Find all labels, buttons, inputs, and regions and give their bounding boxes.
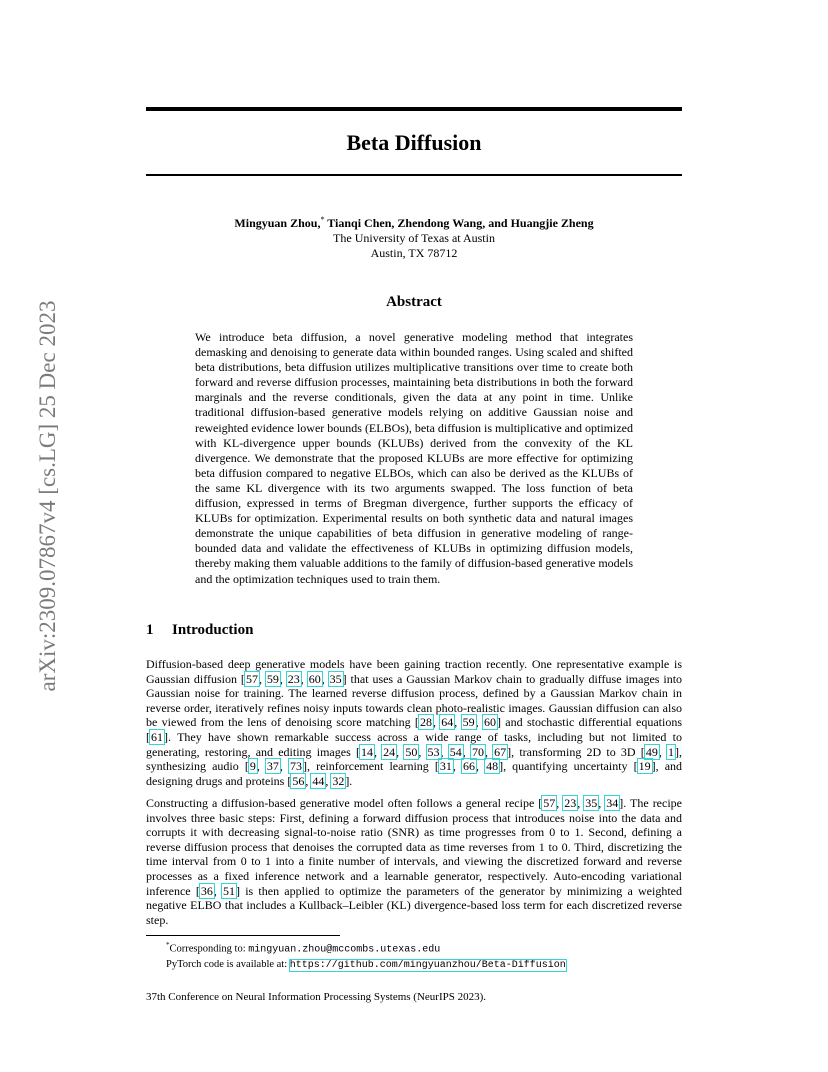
citation-link[interactable]: 32 [332,773,345,788]
citation-link[interactable]: 56 [292,773,305,788]
citation-link[interactable]: 35 [329,671,342,686]
citation-link[interactable]: 59 [462,715,475,730]
citation-link[interactable]: 34 [606,796,619,810]
citation-link[interactable]: 19 [638,759,651,774]
abstract-heading: Abstract [386,294,442,310]
citation-link[interactable]: 54 [449,744,462,759]
arxiv-stamp [36,286,60,706]
title-bottom-rule [146,174,682,176]
citation-link[interactable]: 60 [483,715,496,730]
citation-link[interactable]: 60 [308,671,321,686]
section-number: 1 [146,622,154,638]
intro-paragraph-1: Diffusion-based deep generative models have been gaining traction recently. One representative example is Gaussian diffusion [57, 59, 23, 60, 35] that uses a Gaussian Markov chain to gradually diffuse images into Gaussian noise for training. The learned reverse diffusion process, defined by a Gaussian Markov chain in reverse order, iteratively refines noisy inputs towards clean photo-realistic images. Gaussian diffusion can also be viewed from the lens of denoising score matching [28, 64, 59, 60] and stochastic differential equations [61]. They have shown remarkable success across a wide range of tasks, including but not limited to generating, restoring, and editing images [14, 24, 50, 53, 54, 70, 67], transforming 2D to 3D [49, 1], synthesizing audio [9, 37, 73], reinforcement learning [31, 66, 48], quantifying uncertainty [19], and designing drugs and proteins [56, 44, 32]. [146,657,683,788]
conference-note: 37th Conference on Neural Information Processing Systems (NeurIPS 2023). [146,991,487,1003]
abstract-text: We introduce beta diffusion, a novel generative modeling method that integrates demasking and denoising to generate data within bounded ranges. Using scaled and shifted beta distributions, beta diffusion utilizes multiplicative transitions over time to create both forward and reverse diffusion processes, maintaining beta distributions in both the forward marginals and the reverse conditionals, given the data at any point in time. Unlike traditional diffusion-based generative models relying on additive Gaussian noise and reweighted evidence lower bounds (ELBOs), beta diffusion is multiplicative and optimized with KL-divergence upper bounds (KLUBs) derived from the convexity of the KL divergence. We demonstrate that the proposed KLUBs are more effective for optimizing beta diffusion compared to negative ELBOs, which can also be derived as the KLUBs of the same KL divergence with its two arguments swapped. The loss function of beta diffusion, expressed in terms of Bregman divergence, further supports the efficacy of KLUBs for optimization. Experimental results on both synthetic data and natural images demonstrate the unique capabilities of beta diffusion in generative modeling of range-bounded data and validate the effectiveness of KLUBs in optimizing diffusion models, thereby making them valuable additions to the family of diffusion-based generative models and the optimization techniques used to train them. [195,330,633,586]
citation-link[interactable]: 35 [585,796,598,810]
author-block [146,212,682,261]
citation-link[interactable]: 23 [564,796,577,810]
citation-link[interactable]: 37 [266,759,279,774]
citation-link[interactable]: 61 [151,729,163,744]
citation-link[interactable]: 48 [486,759,499,774]
citation-link[interactable]: 51 [223,883,236,898]
citation-link[interactable]: 36 [200,883,213,898]
citation-link[interactable]: 57 [543,796,556,810]
code-link[interactable]: https://github.com/mingyuanzhou/Beta-Diffusion [289,959,566,971]
arxiv-id: arXiv:2309.07867v4 [cs.LG] 25 Dec 2023 [35,300,60,692]
citation-link[interactable]: 31 [439,759,452,774]
citation-link[interactable]: 53 [427,744,440,759]
citation-link[interactable]: 23 [287,671,300,686]
citation-link[interactable]: 28 [419,715,432,730]
citation-link[interactable]: 59 [266,671,279,686]
author-names: Mingyuan Zhou,* Tianqi Chen, Zhendong Wang, and Huangjie Zheng [234,215,594,230]
citation-link[interactable]: 64 [441,715,454,730]
citation-link[interactable]: 57 [245,671,258,686]
section-heading [146,622,253,639]
intro-paragraph-2: Constructing a diffusion-based generative model often follows a general recipe [57, 23, 35, 34]. The recipe involves three basic steps: First, defining a forward diffusion process that introduces noise into the data and corrupts it with decreasing signal-to-noise ratio (SNR) as time progresses from 0 to 1. Second, defining a reverse diffusion process that denoises the corrupted data as time reverses from 1 to 0. Third, discretizing the time interval from 0 to 1 into a finite number of intervals, and viewing the discretized forward and reverse processes as a fixed inference network and a learnable generator, respectively. Auto-encoding variational inference [36, 51] is then applied to optimize the parameters of the generator by minimizing a weighted negative ELBO that includes a Kullback–Leibler (KL) divergence-based loss term for each discretized reverse step. [146,796,682,927]
email[interactable]: mingyuan.zhou@mccombs.utexas.edu [248,944,441,956]
citation-link[interactable]: 70 [471,744,484,759]
citation-link[interactable]: 67 [494,744,507,759]
affiliation: The University of Texas at Austin [333,231,495,245]
citation-link[interactable]: 1 [668,744,675,759]
footnote-code: PyTorch code is available at: https://github.com/mingyuanzhou/Beta-Diffusion [166,958,566,971]
citation-link[interactable]: 49 [645,744,658,759]
citation-link[interactable]: 14 [360,744,373,759]
citation-link[interactable]: 9 [249,759,256,774]
citation-link[interactable]: 50 [405,744,418,759]
footnote-corresponding: *Corresponding to: mingyuan.zhou@mccombs.utexas.edu [166,941,441,956]
citation-link[interactable]: 73 [290,759,303,774]
title-top-rule [146,107,682,111]
footnote-rule [146,935,340,936]
paper-title: Beta Diffusion [346,130,482,155]
location: Austin, TX 78712 [370,246,458,260]
citation-link[interactable]: 66 [462,759,475,774]
citation-link[interactable]: 44 [312,773,325,788]
citation-link[interactable]: 24 [383,744,396,759]
section-title: Introduction [172,622,254,638]
footnotes [166,938,566,973]
